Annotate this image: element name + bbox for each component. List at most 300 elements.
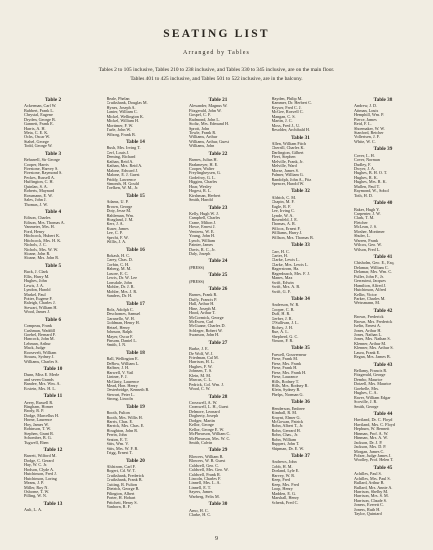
- guest-name: Vollertsen, J. F.: [354, 134, 380, 140]
- guest-name: Smith, Calvin: [189, 440, 213, 446]
- table-group: [107, 404, 165, 456]
- guest-name: Pritchett, Henry S.: [106, 499, 138, 505]
- guest-name: Duffy, Francis P.: [189, 296, 218, 302]
- guest-name: Harrick, Mrs. Chas. E.: [106, 423, 145, 429]
- guest-name: Means, J. P.: [24, 480, 44, 486]
- guest-name: Blowers, W. B. Guest: [189, 458, 226, 464]
- guest-name: Hughes, F. W.: [189, 363, 213, 369]
- guest-name: Brown, Frederick: [354, 314, 384, 320]
- guest-name: Sprott, John: [189, 125, 210, 131]
- guest-name: Scoville, J. R.: [354, 399, 378, 405]
- guest-name: Dwyer, J. A.: [354, 166, 375, 172]
- guest-name: Kelly, Hugh W. J.: [189, 210, 219, 216]
- guest-name: Bokash, H. C.: [106, 253, 131, 259]
- table-group: [354, 465, 412, 517]
- table-group: [272, 242, 330, 294]
- guest-name: Achilles, Mrs. Paul S.: [354, 475, 391, 481]
- guest-name: Carey, Chas. D.: [106, 257, 133, 263]
- guest-name: Hitchcock, Mrs. H. K.: [24, 237, 62, 243]
- guest-name: Hogest, R. L.: [189, 188, 212, 194]
- guest-name: Lonsdale, John: [106, 279, 132, 285]
- table-group: [354, 97, 412, 144]
- guest-name: Attman, Louis: [354, 107, 379, 113]
- guest-name: Clarke, Mrs. Lewis L.: [271, 261, 309, 267]
- guest-name: Kellor, George E. W.: [189, 426, 225, 432]
- guest-name: Regan, Mrs. James B.: [354, 354, 391, 360]
- guest-name: Cobb, H. M.: [271, 463, 293, 469]
- guest-name: Ahlstrom, Carl F.: [106, 463, 136, 469]
- table-group: [354, 362, 412, 409]
- guest-name: Wilson, Fred L.: [354, 246, 381, 252]
- table-group: [189, 258, 247, 270]
- guest-name: Hahleman, Wm.: [106, 212, 134, 218]
- guest-name: Nichols, Mrs. W. W.: [24, 246, 59, 252]
- guest-name: Jones, Arthur H.: [354, 327, 382, 333]
- guest-name: Laura, Frank E.: [354, 349, 381, 355]
- guest-name: Carr, H. C.: [271, 248, 290, 254]
- guest-name: Linnell, Mrs. L. A.: [189, 480, 221, 486]
- guest-name: Lee, C. P.: [106, 230, 123, 236]
- table-group: [24, 366, 82, 391]
- guest-name: Mayer, Oscar F.: [106, 333, 134, 339]
- guest-name: Rohn, Albert T., Jr.: [271, 423, 304, 429]
- table-group: [189, 340, 247, 392]
- guest-name: Hetzel, Henry: [106, 324, 130, 330]
- guest-name: Anderson, W. R.: [271, 302, 300, 308]
- guest-name: Caldwell, Mrs. Geo. W.: [189, 467, 229, 473]
- guest-name: Fiese, Mrs. Frank H.: [271, 369, 307, 375]
- table-group: [272, 188, 330, 240]
- guest-name: Baker, Hugh Y.: [354, 206, 380, 212]
- guest-name: Achilles, Paul S.: [354, 471, 382, 477]
- guest-name: Carpenter, J. W.: [354, 210, 381, 216]
- table-heading: Table 39: [373, 146, 393, 153]
- guest-name: Swift, Mrs. A. B.: [271, 284, 301, 290]
- guest-name: Joness, Everett C.: [354, 502, 385, 508]
- guest-name: Compeau, Frank: [24, 323, 52, 329]
- guest-name: Mickel, William H.: [106, 118, 140, 124]
- guest-name: Shoemaker, W. W.: [354, 125, 385, 131]
- guest-name: Hills, Mrs. Rodney R.: [271, 382, 309, 388]
- guest-name: Madden, E. G.: [271, 490, 297, 496]
- guest-name: Phelps, Norman G.: [271, 391, 304, 397]
- guest-name: Linnell, E. T.: [189, 484, 212, 490]
- guest-name: Ruppert, John T.: [271, 441, 300, 447]
- guest-name: Sitts, Wm. V.: [106, 441, 129, 447]
- guest-name: Potter, Eugene F.: [24, 295, 53, 301]
- guest-name: Stoltz, Mrs. Edmund H.: [189, 121, 230, 127]
- table-heading: Table 5: [44, 262, 62, 269]
- guest-name: Thomas, J. W.: [24, 201, 48, 207]
- guest-name: Fiese, Mrs. Frank: [271, 360, 302, 366]
- guest-name: Thomas, A. R.: [271, 221, 296, 227]
- guest-name: Hayden, Philip M.: [271, 97, 303, 101]
- guest-name: Lynde, W. A.: [271, 212, 294, 218]
- guest-name: Lynch, William: [189, 237, 216, 243]
- guest-name: Edison, Mrs. Thomas A.: [24, 219, 65, 225]
- guest-name: Ault, L. A.: [24, 507, 43, 513]
- guest-name: Eagle, R. F.: [271, 203, 292, 209]
- guest-name: Mack, Judge: [24, 345, 46, 351]
- guest-name: Bush, Mrs. Irving T.: [106, 145, 141, 151]
- guest-name: Hynes, Joseph A.: [106, 104, 136, 110]
- guest-name: McPhearson, William C.: [189, 431, 231, 437]
- table-heading: Table 16: [126, 246, 145, 253]
- guest-name: Towle, Frank R.: [189, 130, 217, 136]
- guest-name: Hoagland, J. M.: [106, 217, 134, 223]
- guest-name: Wilcox, Geo. W.: [354, 242, 382, 248]
- guest-name: Pinsom, Daniel L.: [106, 338, 137, 344]
- guest-name: Miller, Roy N.: [24, 484, 49, 490]
- table-group: [354, 200, 412, 252]
- table-group: [189, 286, 247, 338]
- table-group: [354, 411, 412, 463]
- guest-name: Robinson, T. W.: [24, 426, 51, 432]
- guest-name: Jones, Nathan L.: [354, 331, 383, 337]
- guest-name: DeBow, William L.: [106, 360, 140, 366]
- guest-name: Stephen, Grant R.: [24, 430, 55, 436]
- guest-name: Fiese, Frank M.: [271, 356, 299, 362]
- guest-name: Williams, Arthur, Guest: [189, 138, 229, 144]
- guest-name: Shuler, L.: [354, 233, 371, 239]
- seating-column: [272, 97, 330, 533]
- guest-name: Wood, C. W.: [189, 386, 211, 392]
- intro-line: Tables 401 to 425 inclusive, and Tables 501 to 522 inclusive, are in the balcony.: [130, 75, 303, 82]
- guest-name: Chisholm, Geo. E., Esq.: [354, 260, 395, 266]
- guest-name: Sitts, Mrs. W. F. B.: [106, 445, 139, 451]
- table-heading: Table 32: [291, 188, 310, 195]
- table-group: [24, 97, 82, 149]
- guest-name: Hemphill, Wm. P.: [354, 112, 385, 118]
- guest-name: Kimball, R. M.: [271, 410, 297, 416]
- table-group: [107, 458, 165, 510]
- guest-name: De Wolf, W. J.: [189, 350, 214, 356]
- guest-name: Beale, Phelan: [106, 97, 130, 101]
- guest-name: Fleet, Stephen: [271, 154, 296, 160]
- table-group: [272, 135, 330, 187]
- table-heading: Table 12: [43, 447, 63, 454]
- table-heading: Table 15: [126, 192, 145, 199]
- guest-name: Harwell, V. Vail: [106, 369, 134, 375]
- table-heading: Table 28: [208, 393, 228, 400]
- guest-name: Martin, J. C.: [271, 118, 293, 124]
- guest-name: Keep, Mrs. Fred: [271, 481, 299, 487]
- guest-name: Firestone, Raymond S.: [24, 170, 63, 176]
- guest-name: Sanders, Dr. H.: [106, 293, 133, 299]
- guest-name: Mickel, Wellington K.: [106, 113, 145, 119]
- guest-name: Harrison, Mrs. S. M.: [354, 493, 389, 499]
- guest-name: Fiese, Laurance: [271, 374, 299, 380]
- guest-name: Strong, Lincoln: [106, 396, 133, 402]
- guest-name: Cover, Norman: [354, 157, 380, 163]
- guest-name: Marshall, Henry: [271, 495, 299, 501]
- guest-name: Malone, E. J. Guest: [106, 172, 140, 178]
- guest-name: Hills, Rodney T.: [271, 378, 300, 384]
- guest-name: Klenner, Mrs. Arthur S.: [354, 345, 394, 351]
- table-group: [24, 501, 82, 513]
- guest-name: McGuane, Charles D.: [189, 323, 226, 329]
- guest-name: Hoy, James W.: [24, 421, 49, 427]
- guest-name: Howe, Ernest J.: [189, 224, 216, 230]
- guest-name: Davis, R. C., Jr.: [189, 246, 216, 252]
- guest-name: Cruikshank, Frederick: [106, 472, 144, 478]
- page-number: 9: [215, 536, 218, 542]
- guest-name: Randolph, John A., Fitz: [271, 176, 312, 182]
- table-group: [272, 453, 330, 505]
- guest-name: Palmer, William G.: [271, 172, 304, 178]
- guest-name: Raver, William Edgar: [354, 394, 391, 400]
- guest-name: Stewart, Peter L.: [106, 391, 135, 397]
- guest-name: Richey, J. H.: [271, 324, 293, 330]
- guest-name: Nichols, J. C.: [24, 242, 47, 248]
- guest-name: Haffner, J. H.: [106, 365, 130, 371]
- table-heading: Table 44: [373, 411, 393, 418]
- guest-name: McLean, J. S.: [354, 224, 378, 230]
- guest-name: Alexander, Magnus W.: [189, 103, 228, 109]
- guest-name: Gerber, J. R.: [271, 315, 293, 321]
- guest-name: Shipman, Dr. E. W.: [271, 445, 304, 451]
- guest-name: Garanello, W. H.: [106, 315, 135, 321]
- guest-name: Hughes, C. A.: [354, 390, 378, 396]
- table-group: [24, 393, 82, 445]
- table-heading: Table 26: [208, 285, 228, 292]
- guest-name: Pilington, Albert: [106, 490, 135, 496]
- guest-name: Parker, Charles M.: [354, 295, 386, 301]
- guest-name: Rosenfeld, J. E.: [271, 217, 298, 223]
- guest-name: Pierce, James: [354, 116, 377, 122]
- guest-name: Toth, H. D.: [354, 192, 373, 198]
- table-heading: Table 23: [208, 204, 228, 211]
- guest-name: Dorland, Lyle E.: [271, 468, 300, 474]
- intro-text: [28, 66, 405, 83]
- guest-name: Bubbert, Frank L.: [24, 107, 55, 113]
- guest-name: Gannett, Frank E.: [24, 121, 54, 127]
- guest-name: Godefroy, G. L.: [189, 174, 216, 180]
- guest-name: Todd, George W.: [24, 143, 53, 149]
- guest-name: Hutchinson, Fred J.: [24, 471, 57, 477]
- guest-name: Higgins, Charles: [189, 179, 218, 185]
- guest-name: Mohler, Dr. J. R.: [106, 284, 135, 290]
- table-group: [354, 308, 412, 360]
- guest-name: Oesterbridge, Kenneth B.: [106, 387, 150, 393]
- guest-name: Clarke, H. C.: [189, 512, 212, 518]
- guest-name: Hughes, John: [24, 278, 47, 284]
- table-heading: Table 21: [208, 97, 228, 103]
- table-group: [189, 151, 247, 203]
- guest-name: Marcus, C. L.: [189, 377, 213, 383]
- table-group: [189, 394, 247, 446]
- guest-name: Cerf, Louis J.: [106, 149, 130, 155]
- guest-name: Bandee, Mrs. Wm. A.: [24, 381, 61, 387]
- guest-name: Hughes, B. H. O. T.: [354, 170, 388, 176]
- guest-name: Haberg, M. M.: [106, 266, 132, 272]
- guest-name: Ball, Wellington E.: [106, 356, 139, 362]
- guest-name: Dotzell, Mrs. Maurice: [354, 381, 392, 387]
- guest-name: Arno, H. C.: [189, 507, 209, 513]
- guest-name: Crosswell, A. W.: [189, 399, 218, 405]
- guest-name: Daly, Joseph: [189, 251, 211, 257]
- guest-name: Brown, Mrs. Frederick: [354, 318, 393, 324]
- guest-name: Williams, John: [189, 143, 215, 149]
- guest-name: Warberg, Felix M.: [189, 493, 220, 499]
- guest-name: Cruikshank, Frank B.: [106, 477, 143, 483]
- guest-name: Harrison, Shelby M.: [354, 489, 389, 494]
- guest-name: Ackerman, Carl W.: [24, 103, 57, 109]
- guest-name: Keep, Fred: [271, 477, 291, 483]
- table-heading: Table 22: [208, 150, 228, 157]
- table-group: [24, 209, 82, 261]
- guest-name: Freylingheysen, G.: [189, 170, 221, 176]
- page-title: SEATING LIST: [163, 28, 270, 40]
- guest-name: Lincoln, Charles F.: [189, 476, 221, 482]
- guest-name: McGowan, Patrick: [271, 418, 304, 424]
- guest-name: Woolley, Prof. Helen T.: [354, 457, 394, 463]
- guest-name: Dogherty, Joseph: [189, 413, 219, 419]
- guest-name: Toelken, W. M., Jr.: [106, 185, 139, 191]
- guest-name: Strauss, Sydney J.: [24, 354, 55, 360]
- guest-name: Hinman, Prof. A. W.: [354, 430, 389, 436]
- guest-name: Barrett, Wilford M.: [24, 453, 57, 459]
- guest-name: Iselin, Ernest A.: [354, 323, 381, 329]
- guest-name: Cover, L. H.: [354, 152, 375, 158]
- guest-name: Harrison, H. L.: [189, 359, 215, 365]
- guest-name: Harris, A. H.: [24, 125, 46, 131]
- guest-name: Simonds, H. Gould: [106, 181, 139, 186]
- table-group: [189, 205, 247, 257]
- guest-name: Lasore, E. C.: [106, 270, 129, 276]
- guest-name: Goebelle, Mrs.: [354, 385, 380, 391]
- guest-name: Fuller, John F., Jr.: [354, 273, 384, 279]
- guest-name: Willson, Mrs. Thomas B.: [271, 234, 314, 240]
- guest-name: Fletcher: [354, 219, 368, 225]
- guest-name: Manes, Max: [271, 275, 293, 281]
- guest-name: Cromwell, L. H., Guest: [189, 404, 229, 410]
- guest-name: Cooper, C. B.: [271, 306, 295, 312]
- guest-name: Dembo, Maurice: [354, 376, 383, 382]
- table-heading: Table 29: [208, 447, 228, 454]
- table-group: [24, 263, 82, 315]
- seating-column: [107, 97, 165, 533]
- guest-name: (PRESS): [189, 264, 205, 270]
- guest-name: McGinty, Laurence: [106, 378, 140, 384]
- guest-name: Mosher, Mortimer: [354, 228, 385, 234]
- guest-name: Smith, Harold: [189, 197, 213, 203]
- guest-name: Warren, Frank: [354, 237, 379, 243]
- guest-name: Dryden, George B.: [24, 116, 56, 122]
- guest-name: Roberts, Maynard: [24, 188, 55, 194]
- guest-name: Adams, U. P.: [106, 199, 129, 205]
- guest-name: Andrew, J. D.: [354, 103, 378, 109]
- guest-name: Deming, Richard: [106, 154, 136, 160]
- table-group: [107, 193, 165, 245]
- guest-name: Edison, Charles: [24, 215, 51, 221]
- guest-name: Lehman, Arthur: [24, 340, 51, 346]
- table-heading: Table 41: [373, 254, 393, 261]
- guest-name: Dodge, Marcellus H.: [24, 412, 60, 418]
- guest-name: Booth, Fulton: [106, 410, 130, 416]
- guest-name: (PRESS): [189, 278, 205, 284]
- guest-name: Aldrich, C. M.: [271, 194, 297, 200]
- guest-name: Lintner, F. J.: [106, 374, 128, 380]
- guest-name: Ellis, Harry M.: [24, 273, 50, 279]
- guest-name: Delmore, Leonard: [189, 408, 220, 414]
- guest-name: Fiese, Frank H.: [271, 365, 298, 371]
- seating-column: [189, 97, 247, 533]
- table-heading: Table 43: [373, 361, 393, 368]
- guest-name: Meta, C. E. K.: [24, 130, 49, 136]
- guest-name: Hitchcock, Hubert K.: [24, 233, 61, 239]
- guest-name: Hamilton, Alfred J.: [354, 282, 387, 288]
- guest-name: Polzer, Judge James J.: [354, 452, 392, 458]
- guest-name: Clarke, Lewis L.: [271, 257, 300, 263]
- guest-name: White, W. C.: [354, 138, 376, 144]
- guest-name: Burke, J. E.: [189, 346, 209, 352]
- guest-name: Ochs, Oscar W.: [24, 134, 51, 140]
- table-group: [107, 350, 165, 402]
- table-group: [189, 501, 247, 517]
- guest-name: Tugwell, Eben: [24, 439, 49, 445]
- guest-name: Chrystal, Eugene: [24, 112, 53, 118]
- guest-name: Morse, James S.: [271, 167, 299, 173]
- guest-name: Bolz, Adolph C.: [106, 306, 134, 312]
- guest-name: Weissmann, M.: [354, 300, 381, 306]
- guest-name: Rohn, Chas., Jr.: [271, 432, 299, 438]
- guest-name: Houghton, John R.: [106, 427, 139, 433]
- guest-name: Joness, Ruth H.: [354, 506, 381, 512]
- guest-name: Goldman, Henry H.: [106, 320, 140, 326]
- table-heading: Table 4: [44, 209, 62, 216]
- guest-name: Hancock, John M.: [24, 336, 55, 342]
- table-heading: Table 20: [126, 457, 145, 464]
- guest-name: McGee, Rosvell C.: [271, 109, 304, 115]
- guest-name: Dudley, F.: [354, 161, 372, 167]
- guest-name: Hinman, Mrs. A. W.: [354, 435, 388, 441]
- guest-name: Turle, John W.: [106, 127, 132, 133]
- table-heading: Table 17: [126, 300, 145, 307]
- guest-name: Sloane, Mrs. John R.: [24, 255, 60, 261]
- guest-name: Deschomes, Samuel: [106, 311, 141, 317]
- guest-name: Wiborg, Frank B.: [106, 131, 136, 137]
- guest-name: Carter, H.: [271, 253, 288, 259]
- guest-name: Jackson, Dr. J. P.: [354, 439, 383, 445]
- guest-name: Schenk, Fred C.: [271, 499, 299, 505]
- guest-name: Cherrill, Charles K.: [271, 145, 305, 151]
- table-group: [189, 447, 247, 499]
- guest-name: Hood, Arthur T.: [189, 310, 216, 316]
- table-heading: Table 27: [208, 339, 228, 346]
- guest-name: Kuser, James: [106, 225, 129, 231]
- table-heading: Table 40: [373, 200, 393, 207]
- guest-name: Firestone, Harvey S.: [24, 166, 59, 172]
- guest-name: Henderson, Embree: [271, 405, 305, 411]
- guest-name: Vanmeter, Mrs. H.: [24, 224, 55, 230]
- guest-name: Lewis, J. A.: [24, 282, 44, 288]
- guest-name: Brown, George: [106, 203, 133, 209]
- guest-name: Trigg, Ernest T.: [106, 450, 133, 456]
- guest-name: Barnes, Frank R.: [189, 292, 218, 298]
- guest-name: Cooper, Harris: [24, 161, 49, 167]
- guest-name: Hughes, R. K.: [354, 174, 378, 180]
- guest-name: O'Sullivan, J. L.: [271, 320, 299, 326]
- guest-name: Johnsen, T. S.: [189, 368, 213, 374]
- table-heading: Table 19: [126, 403, 145, 410]
- guest-name: Cooper, Walter: [189, 166, 215, 172]
- guest-name: Jones, Mrs. Nathan S.: [354, 336, 391, 342]
- guest-name: Priddy, Lawrence: [106, 176, 136, 182]
- guest-name: Caldwell, Geo. C.: [189, 462, 220, 468]
- guest-name: Rossmann, E. W.: [24, 192, 53, 198]
- guest-name: Shepherd, G. C.: [271, 333, 299, 339]
